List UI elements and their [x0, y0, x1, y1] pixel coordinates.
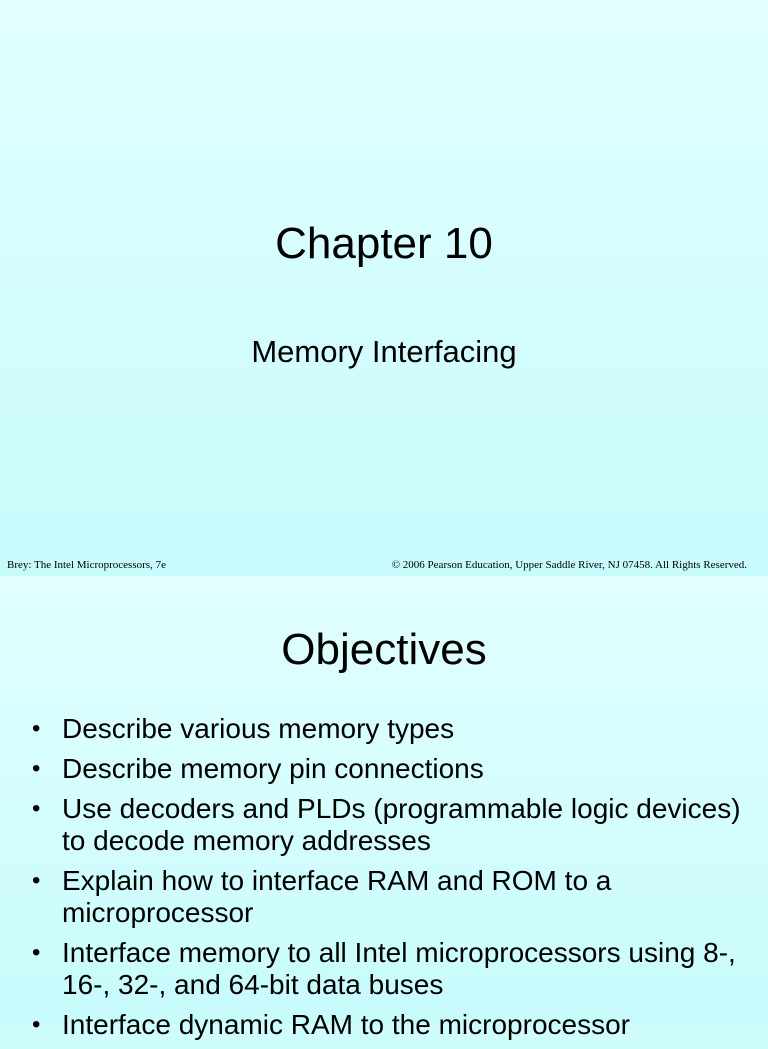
footer-copyright: © 2006 Pearson Education, Upper Saddle River, NJ 07458. All Rights Reserved. — [391, 559, 747, 571]
bullet-icon: • — [32, 715, 41, 742]
slide-title: Chapter 10 — [275, 219, 493, 268]
objective-text: Use decoders and PLDs (programmable logic devices) to decode memory addresses — [62, 793, 741, 856]
bullet-icon: • — [32, 939, 41, 966]
footer-book-credit: Brey: The Intel Microprocessors, 7e — [7, 559, 166, 571]
objective-item — [0, 1009, 768, 1041]
objective-text: Explain how to interface RAM and ROM to a microprocessor — [62, 865, 612, 928]
objectives-title: Objectives — [281, 625, 487, 674]
objective-item — [0, 793, 768, 857]
bullet-icon: • — [32, 755, 41, 782]
objective-text: Describe various memory types — [62, 713, 455, 744]
objective-text: Describe memory pin connections — [62, 753, 484, 784]
objectives-slide — [0, 576, 768, 1040]
objective-item — [0, 713, 768, 745]
objective-text: Interface dynamic RAM to the microprocessor — [62, 1009, 630, 1040]
bullet-icon: • — [32, 1011, 41, 1038]
objective-item — [0, 937, 768, 1001]
bullet-icon: • — [32, 795, 41, 822]
objective-text: Interface memory to all Intel microprocessors using 8-, 16-, 32-, and 64-bit data buses — [62, 937, 736, 1000]
slide-subtitle: Memory Interfacing — [251, 334, 517, 369]
objective-item — [0, 865, 768, 929]
bullet-icon: • — [32, 867, 41, 894]
objectives-list — [0, 713, 768, 1049]
objective-item — [0, 753, 768, 785]
